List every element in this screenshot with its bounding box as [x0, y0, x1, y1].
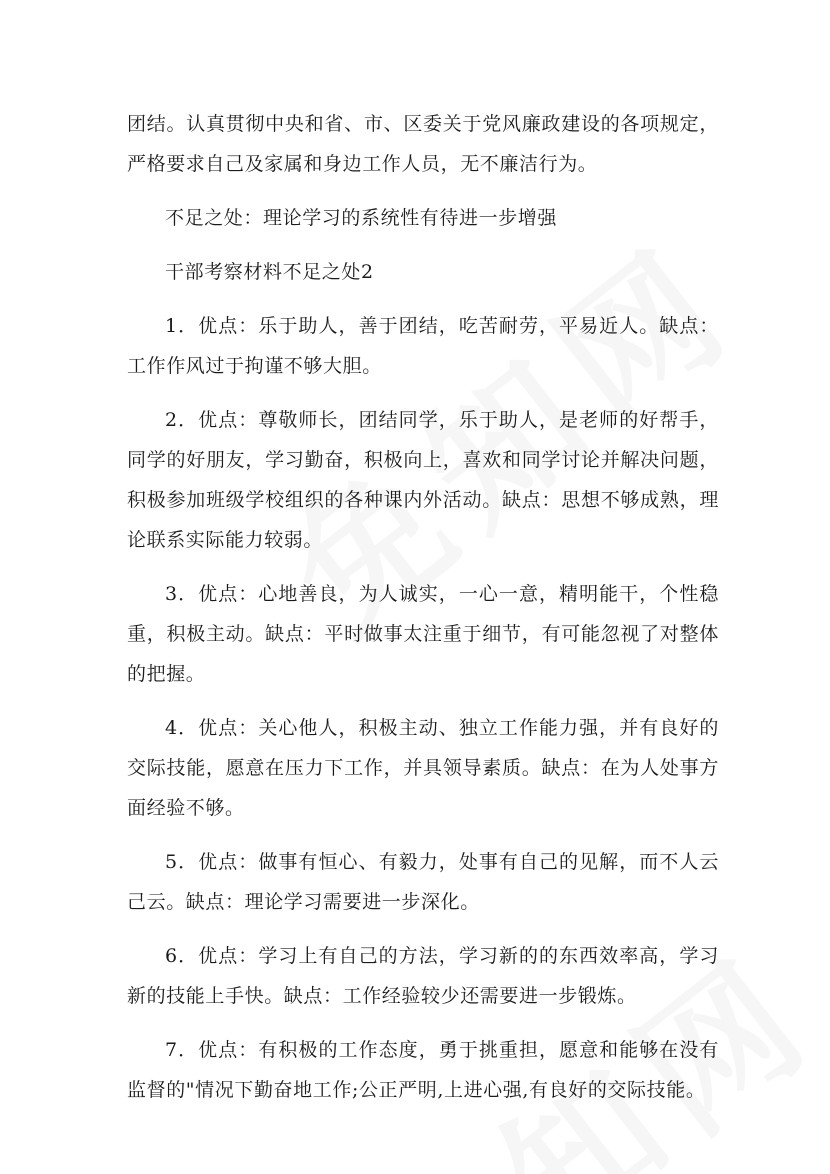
paragraph: 不足之处：理论学习的系统性有待进一步增强	[165, 207, 558, 229]
list-item: 2．优点：尊敬师长，团结同学，乐于助人，是老师的好帮手，同学的好朋友，学习勤奋，积极向上，喜欢和同学讨论并解决问题，积极参加班级学校组织的各种课内外活动。缺点：思想不够成熟，理论联系实际能力较弱。	[127, 409, 719, 551]
document-body	[127, 104, 719, 1124]
paragraph: 团结。认真贯彻中央和省、市、区委关于党风廉政建设的各项规定，严格要求自己及家属和身边工作人员，无不廉洁行为。	[127, 113, 719, 175]
list-item: 5．优点：做事有恒心、有毅力，处事有自己的见解，而不人云己云。缺点：理论学习需要进一步深化。	[127, 851, 719, 913]
list-item: 3．优点：心地善良，为人诚实，一心一意，精明能干，个性稳重，积极主动。缺点：平时做事太注重于细节，有可能忽视了对整体的把握。	[127, 583, 719, 685]
list-item: 1．优点：乐于助人，善于团结，吃苦耐劳，平易近人。缺点：工作作风过于拘谨不够大胆。	[127, 315, 719, 377]
section-heading: 干部考察材料不足之处2	[165, 261, 374, 283]
list-item: 6．优点：学习上有自己的方法，学习新的的东西效率高，学习新的技能上手快。缺点：工作经验较少还需要进一步锻炼。	[127, 945, 719, 1007]
list-item: 7．优点：有积极的工作态度，勇于挑重担，愿意和能够在没有监督的"情况下勤奋地工作;公正严明,上进心强,有良好的交际技能。	[127, 1039, 719, 1101]
list-item: 4．优点：关心他人，积极主动、独立工作能力强，并有良好的交际技能，愿意在压力下工作，并具领导素质。缺点：在为人处事方面经验不够。	[127, 717, 719, 819]
